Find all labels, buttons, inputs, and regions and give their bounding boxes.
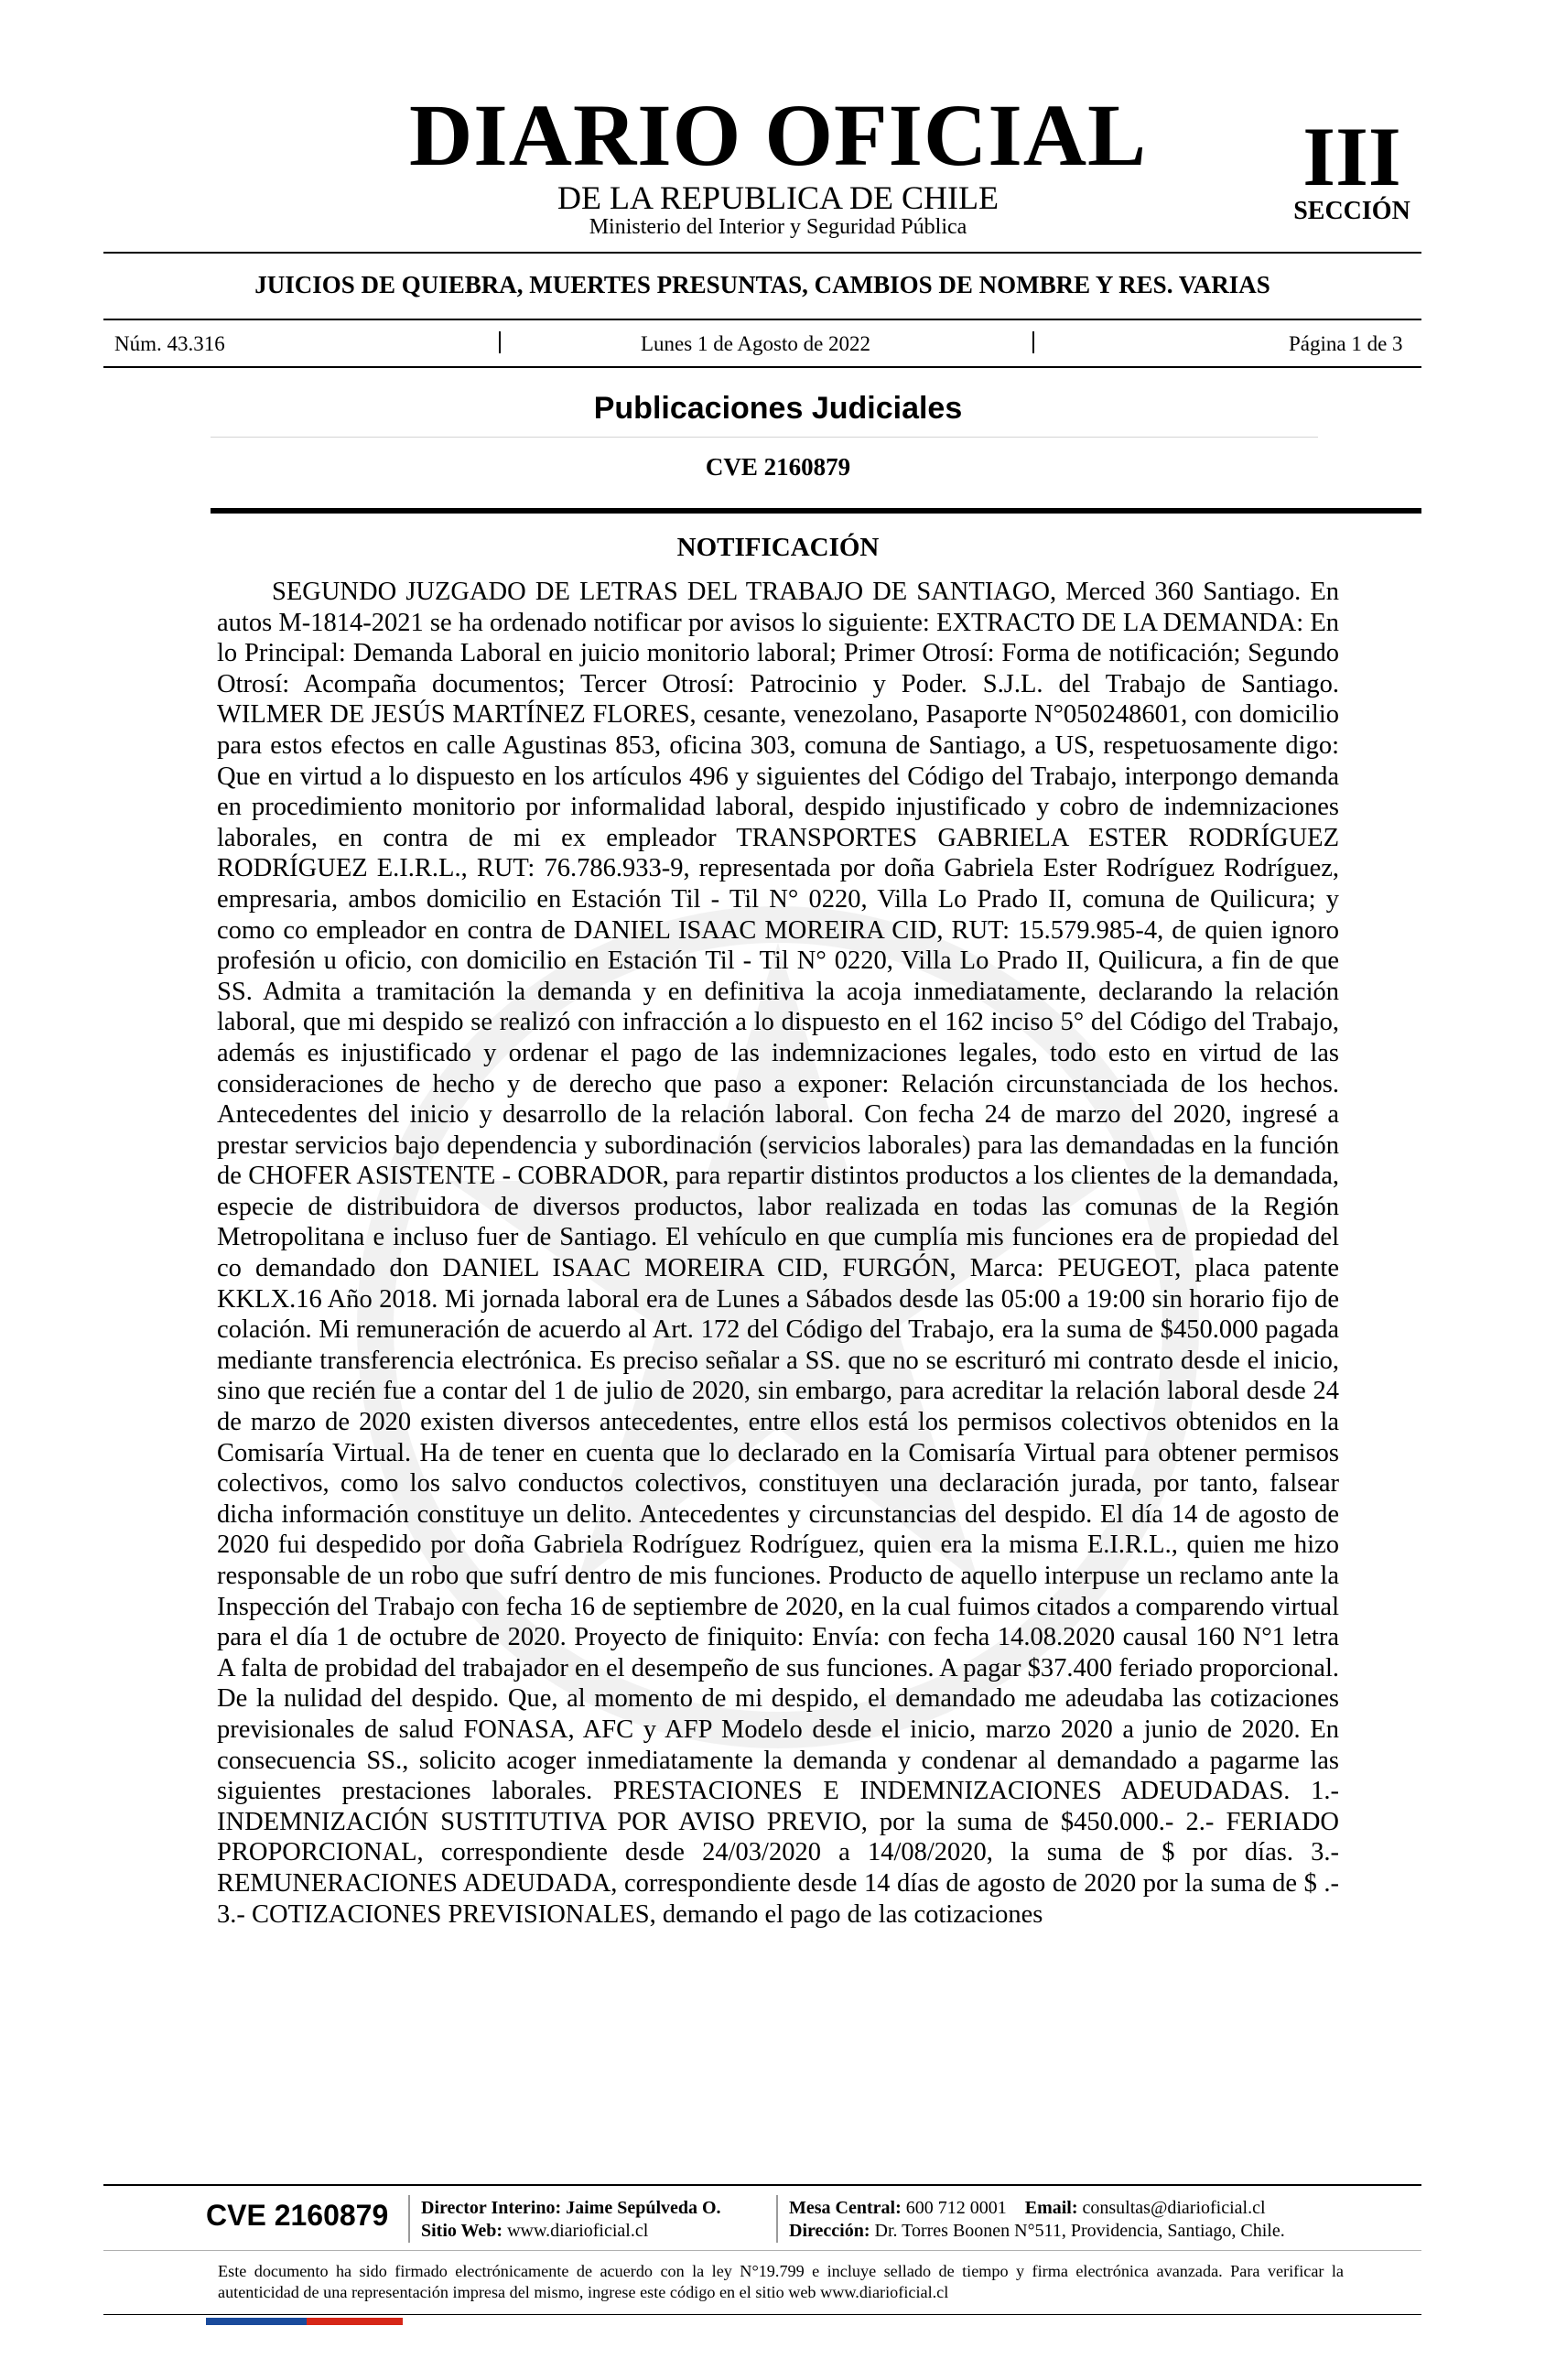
category-divider	[211, 437, 1318, 438]
meta-separator	[499, 331, 501, 353]
cve-divider	[211, 508, 1421, 514]
header-divider	[103, 252, 1421, 254]
footer-separator	[776, 2195, 778, 2243]
page-indicator: Página 1 de 3	[1289, 332, 1403, 355]
cve-code: CVE 2160879	[705, 453, 851, 481]
meta-separator	[1032, 331, 1034, 353]
notice-body: SEGUNDO JUZGADO DE LETRAS DEL TRABAJO DE SANTIAGO, Merced 360 Santiago. En autos M-1814-2021 se ha ordenado notificar por avisos lo siguiente: EXTRACTO DE LA DEMANDA: En lo Principal: Demanda Laboral en juicio monitorio laboral; Primer Otrosí: Forma de notificación; Segundo Otrosí: Acompaña documentos; Tercer Otrosí: Patrocinio y Poder. S.J.L. del Trabajo de Santiago. WILMER DE JESÚS MARTÍNEZ FLORES, cesante, venezolano, Pasaporte N°050248601, con domicilio para estos efectos en calle Agustinas 853, oficina 303, comuna de Santiago, a US, respetuosamente digo: Que en virtud a lo dispuesto en los artículos 496 y siguientes del Código del Trabajo, interpongo demanda en procedimiento monitorio por informalidad laboral, despido injustificado y cobro de indemnizaciones laborales, en contra de mi ex empleador TRANSPORTES GABRIELA ESTER RODRÍGUEZ RODRÍGUEZ E.I.R.L., RUT: 76.786.933-9, representada por doña Gabriela Ester Rodríguez Rodríguez, empresaria, ambos domicilio en Estación Til - Til N° 0220, Villa Lo Prado II, comuna de Quilicura; y como co empleador en contra de DANIEL ISAAC MOREIRA CID, RUT: 15.579.985-4, de quien ignoro profesión u oficio, con domicilio en Estación Til - Til N° 0220, Villa Lo Prado II, Quilicura, a fin de que SS. Admita a tramitación la demanda y en definitiva la acoja inmediatamente, declarando la relación laboral, que mi despido se realizó con infracción a lo dispuesto en el 162 inciso 5° del Código del Trabajo, además es injustificado y ordenar el pago de las indemnizaciones legales, todo esto en virtud de las consideraciones de hecho y de derecho que paso a exponer: Relación circunstanciada de los hechos. Antecedentes del inicio y desarrollo de la relación laboral. Con fecha 24 de marzo del 2020, ingresé a prestar servicios bajo dependencia y subordinación (servicios laborales) para las demandadas en la función de CHOFER ASISTENTE - COBRADOR, para repartir distintos productos a los clientes de la demandada, especie de distribuidora de diversos productos, labor realizada en todas las comunas de la Región Metropolitana e incluso fuer de Santiago. El vehículo en que cumplía mis funciones era de propiedad del co demandado don DANIEL ISAAC MOREIRA CID, FURGÓN, Marca: PEUGEOT, placa patente KKLX.16 Año 2018. Mi jornada laboral era de Lunes a Sábados desde las 05:00 a 19:00 sin horario fijo de colación. Mi remuneración de acuerdo al Art. 172 del Código del Trabajo, era la suma de $450.000 pagada mediante transferencia electrónica. Es preciso señalar a SS. que no se escrituró mi contrato desde el inicio, sino que recién fue a contar del 1 de julio de 2020, sin embargo, para acreditar la relación laboral desde 24 de marzo de 2020 existen diversos antecedentes, entre ellos está los permisos colectivos obtenidos en la Comisaría Virtual. Ha de tener en cuenta que lo declarado en la Comisaría Virtual para obtener permisos colectivos, como los salvo conductos colectivos, constituyen una declaración jurada, por tanto, falsear dicha información constituye un delito. Antecedentes y circunstancias del despido. El día 14 de agosto de 2020 fui despedido por doña Gabriela Rodríguez Rodríguez, quien era la misma E.I.R.L., quien me hizo responsable de un robo que sufrí dentro de mis funciones. Producto de aquello interpuse un reclamo ante la Inspección del Trabajo con fecha 16 de septiembre de 2020, en la cual fuimos citados a comparendo virtual para el día 1 de octubre de 2020. Proyecto de finiquito: Envía: con fecha 14.08.2020 causal 160 N°1 letra A falta de probidad del trabajador en el desempeño de sus funciones. A pagar $37.400 feriado proporcional. De la nulidad del despido. Que, al momento de mi despido, el demandado me adeudaba las cotizaciones previsionales de salud FONASA, AFC y AFP Modelo desde el inicio, marzo 2020 a junio de 2020. En consecuencia SS., solicito acoger inmediatamente la demanda y condenar al demandado a pagarme las siguientes prestaciones laborales. PRESTACIONES E INDEMNIZACIONES ADEUDADAS. 1.- INDEMNIZACIÓN SUSTITUTIVA POR AVISO PREVIO, por la suma de $450.000.- 2.- FERIADO PROPORCIONAL, correspondiente desde 24/03/2020 a 14/08/2020, la suma de $ por días. 3.- REMUNERACIONES ADEUDADA, correspondiente desde 14 días de agosto de 2020 por la suma de $ .- 3.- COTIZACIONES PREVISIONALES, demando el pago de las cotizaciones	[217, 578, 1339, 1929]
footer-divider-thin	[103, 2250, 1421, 2251]
footer-cve-code: CVE 2160879	[206, 2199, 389, 2232]
section-title: JUICIOS DE QUIEBRA, MUERTES PRESUNTAS, CAMBIOS DE NOMBRE Y RES. VARIAS	[254, 271, 1270, 298]
section-number: III	[1302, 110, 1401, 203]
publication-category: Publicaciones Judiciales	[593, 391, 963, 426]
ministry-line: Ministerio del Interior y Seguridad Pública	[589, 215, 967, 239]
meta-divider-bottom	[103, 366, 1421, 368]
masthead-title: DIARIO OFICIAL	[408, 86, 1148, 184]
footer-divider	[103, 2184, 1421, 2186]
mesa-label: Mesa Central:	[789, 2198, 902, 2218]
legal-notice: Este documento ha sido firmado electrónicamente de acuerdo con la ley N°19.799 e incluye sellado de tiempo y firma electrónica avanzada. Para verificar la autenticidad de una representación impresa del mismo, ingrese este código en el sitio web www.diarioficial.cl	[218, 2262, 1344, 2301]
footer-director-block	[421, 2197, 721, 2243]
issue-number: Núm. 43.316	[114, 332, 225, 355]
flag-stripe-blue	[206, 2318, 307, 2325]
director-label: Director Interino: Jaime Sepúlveda O.	[421, 2198, 721, 2218]
notice-heading: NOTIFICACIÓN	[676, 533, 880, 562]
site-label: Sitio Web:	[421, 2221, 503, 2241]
legal-divider	[103, 2314, 1421, 2315]
mesa-phone: 600 712 0001	[905, 2198, 1007, 2218]
meta-divider-top	[103, 319, 1421, 320]
email-label: Email:	[1024, 2198, 1078, 2218]
footer-separator	[408, 2195, 410, 2243]
site-link[interactable]: www.diarioficial.cl	[507, 2221, 649, 2241]
address-value: Dr. Torres Boonen N°511, Providencia, Santiago, Chile.	[874, 2221, 1285, 2241]
republic-subtitle: DE LA REPUBLICA DE CHILE	[557, 179, 999, 216]
address-label: Dirección:	[789, 2221, 870, 2241]
footer-contact-block	[789, 2197, 1285, 2243]
section-word: SECCIÓN	[1293, 197, 1410, 225]
email-link[interactable]: consultas@diarioficial.cl	[1082, 2198, 1266, 2218]
issue-date: Lunes 1 de Agosto de 2022	[641, 332, 871, 355]
flag-stripe-red	[307, 2318, 403, 2325]
